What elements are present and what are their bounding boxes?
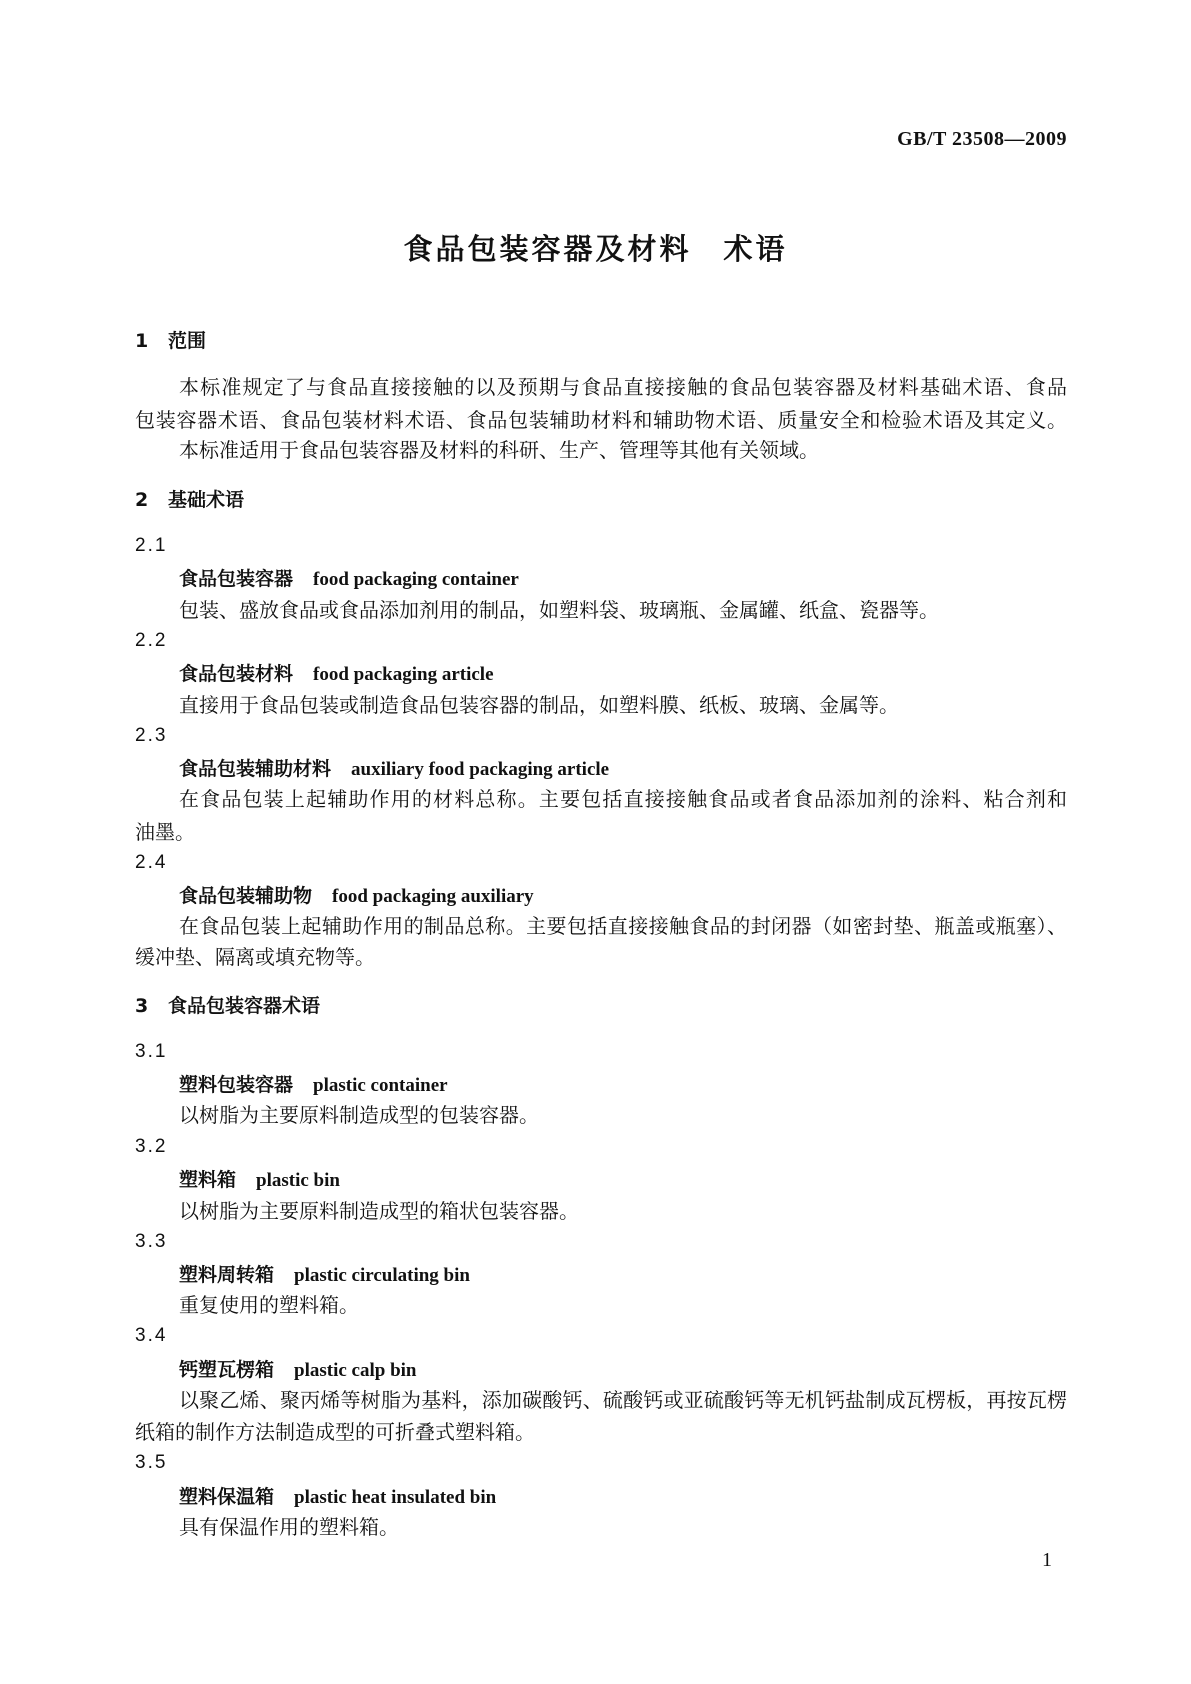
entry-number: 3.4 [135,1325,168,1346]
entry-number: 3.1 [135,1041,168,1062]
entry-number: 3.5 [135,1452,168,1473]
entry-number: 2.3 [135,725,168,746]
term-zh: 食品包装辅助物 [179,885,313,907]
term-zh: 塑料包装容器 [179,1074,294,1096]
definition-line: 以树脂为主要原料制造成型的包装容器。 [179,1103,539,1127]
entry-number: 2.2 [135,630,168,651]
term-3-2 [179,1168,340,1192]
paragraph-line: 本标准适用于食品包装容器及材料的科研、生产、管理等其他有关领域。 [179,438,819,462]
term-zh: 塑料周转箱 [179,1264,275,1286]
document-title: 食品包装容器及材料 术语 [403,232,788,266]
definition-line: 直接用于食品包装或制造食品包装容器的制品，如塑料膜、纸板、玻璃、金属等。 [179,693,899,717]
term-en: plastic calp bin [294,1360,417,1381]
term-en: plastic bin [256,1170,340,1191]
entry-number: 3.2 [135,1136,168,1157]
term-2-3 [179,757,609,781]
term-en: plastic heat insulated bin [294,1487,497,1508]
standard-code: GB/T 23508—2009 [897,128,1067,150]
definition-line: 在食品包装上起辅助作用的材料总称。主要包括直接接触食品或者食品添加剂的涂料、粘合剂和 [179,787,1067,811]
term-zh: 食品包装辅助材料 [179,758,332,780]
section-number: 1 [135,330,149,352]
section-heading-basic-terms: 基础术语 [168,489,245,511]
term-en: food packaging container [313,569,519,590]
definition-line: 以聚乙烯、聚丙烯等树脂为基料，添加碳酸钙、硫酸钙或亚硫酸钙等无机钙盐制成瓦楞板，再按瓦楞 [179,1388,1067,1412]
term-3-3 [179,1263,470,1287]
definition-line: 具有保温作用的塑料箱。 [179,1515,399,1539]
term-zh: 钙塑瓦楞箱 [179,1359,275,1381]
term-en: plastic container [313,1075,448,1096]
page-number: 1 [1042,1549,1052,1571]
entry-number: 3.3 [135,1231,168,1252]
term-zh: 塑料保温箱 [179,1486,275,1508]
section-number: 3 [135,995,149,1017]
term-en: food packaging auxiliary [332,886,534,907]
term-2-2 [179,662,494,686]
section-heading-scope: 范围 [168,330,207,352]
definition-line: 纸箱的制作方法制造成型的可折叠式塑料箱。 [135,1420,535,1444]
term-3-5 [179,1485,496,1509]
term-zh: 塑料箱 [179,1169,237,1191]
term-en: auxiliary food packaging article [351,759,610,780]
term-3-4 [179,1358,417,1382]
definition-line: 在食品包装上起辅助作用的制品总称。主要包括直接接触食品的封闭器（如密封垫、瓶盖或瓶塞）、 [179,914,1067,938]
section-number: 2 [135,489,149,511]
paragraph-line: 包装容器术语、食品包装材料术语、食品包装辅助材料和辅助物术语、质量安全和检验术语及其定义。 [135,408,1067,432]
definition-line: 包装、盛放食品或食品添加剂用的制品，如塑料袋、玻璃瓶、金属罐、纸盒、瓷器等。 [179,598,939,622]
definition-line: 缓冲垫、隔离或填充物等。 [135,945,375,969]
term-zh: 食品包装材料 [179,663,294,685]
term-2-4 [179,884,534,908]
term-2-1 [179,567,519,591]
term-en: food packaging article [313,664,494,685]
definition-line: 油墨。 [135,820,195,844]
term-3-1 [179,1073,448,1097]
paragraph-line: 本标准规定了与食品直接接触的以及预期与食品直接接触的食品包装容器及材料基础术语、食品 [179,375,1067,399]
definition-line: 以树脂为主要原料制造成型的箱状包装容器。 [179,1199,579,1223]
term-en: plastic circulating bin [294,1265,470,1286]
entry-number: 2.1 [135,535,168,556]
term-zh: 食品包装容器 [179,568,294,590]
entry-number: 2.4 [135,852,168,873]
section-heading-container-terms: 食品包装容器术语 [168,995,321,1017]
definition-line: 重复使用的塑料箱。 [179,1293,359,1317]
